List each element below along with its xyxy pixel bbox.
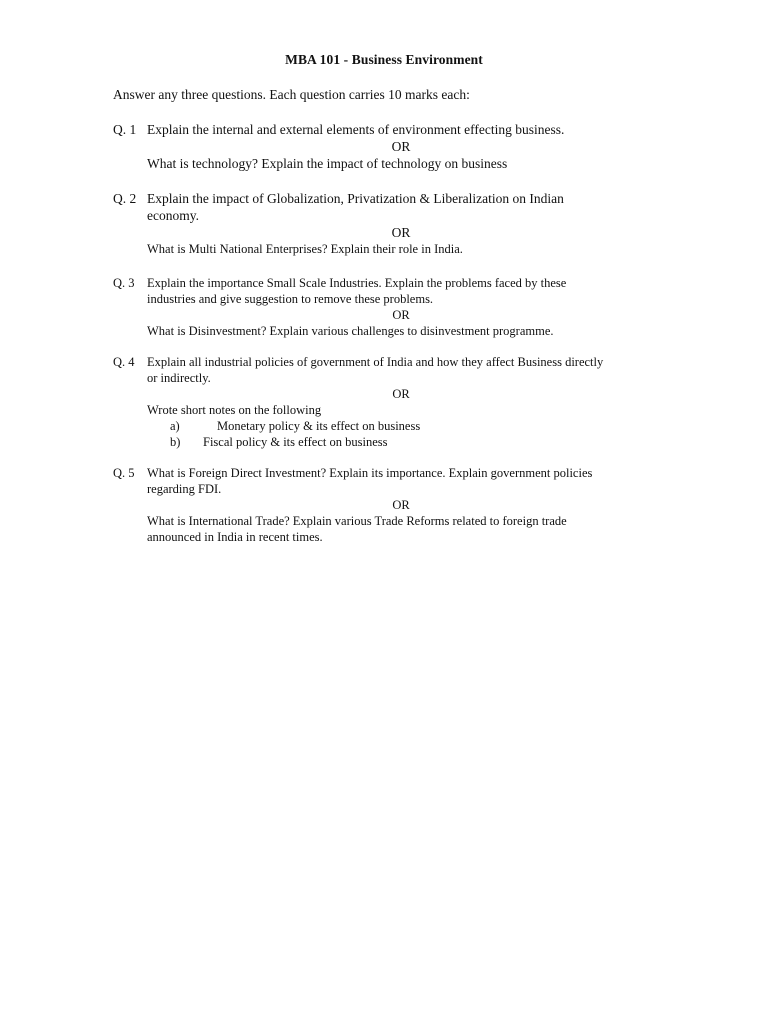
question-text: Explain the internal and external elements of environment effecting business. <box>147 122 565 137</box>
or-separator: OR <box>391 139 411 154</box>
question-text-line-2: regarding FDI. <box>147 482 222 496</box>
or-separator: OR <box>392 387 410 401</box>
instructions: Answer any three questions. Each question carries 10 marks each: <box>113 87 470 102</box>
question-number: Q. 4 <box>113 355 135 369</box>
question-text-line-1: Explain the impact of Globalization, Privatization & Liberalization on Indian <box>147 191 564 206</box>
alternative-question-text: What is technology? Explain the impact of technology on business <box>147 156 508 171</box>
or-separator: OR <box>392 498 410 512</box>
question-text-line-2: industries and give suggestion to remove these problems. <box>147 292 434 306</box>
question-5 <box>113 465 673 545</box>
subitem-b <box>147 434 673 450</box>
question-number: Q. 2 <box>113 191 137 206</box>
subitem-marker: a) <box>170 419 180 433</box>
question-text-line-1: Explain all industrial policies of government of India and how they affect Business directly <box>147 355 604 369</box>
or-separator: OR <box>392 308 410 322</box>
subitem-marker: b) <box>170 435 181 449</box>
question-text-line-2: or indirectly. <box>147 371 211 385</box>
alternative-question-text: What is Disinvestment? Explain various challenges to disinvestment programme. <box>147 324 554 338</box>
alternative-question-text: Wrote short notes on the following <box>147 403 322 417</box>
question-text-line-2: economy. <box>147 208 199 223</box>
question-4 <box>113 354 673 450</box>
question-number: Q. 5 <box>113 466 135 480</box>
question-text-line-1: What is Foreign Direct Investment? Explain its importance. Explain government policies <box>147 466 593 480</box>
question-1 <box>113 121 673 172</box>
alternative-question-text: What is Multi National Enterprises? Explain their role in India. <box>147 242 463 256</box>
question-number: Q. 1 <box>113 122 137 137</box>
subitem-a <box>147 418 673 434</box>
subitem-text: Fiscal policy & its effect on business <box>203 435 388 449</box>
alternative-question-text-line-2: announced in India in recent times. <box>147 530 323 544</box>
question-3 <box>113 275 673 339</box>
paper-title: MBA 101 - Business Environment <box>285 52 483 67</box>
alternative-question-text-line-1: What is International Trade? Explain various Trade Reforms related to foreign trade <box>147 514 567 528</box>
question-number: Q. 3 <box>113 276 135 290</box>
or-separator: OR <box>391 225 411 240</box>
question-text-line-1: Explain the importance Small Scale Industries. Explain the problems faced by these <box>147 276 567 290</box>
question-2 <box>113 190 673 257</box>
subitem-text: Monetary policy & its effect on business <box>217 419 421 433</box>
